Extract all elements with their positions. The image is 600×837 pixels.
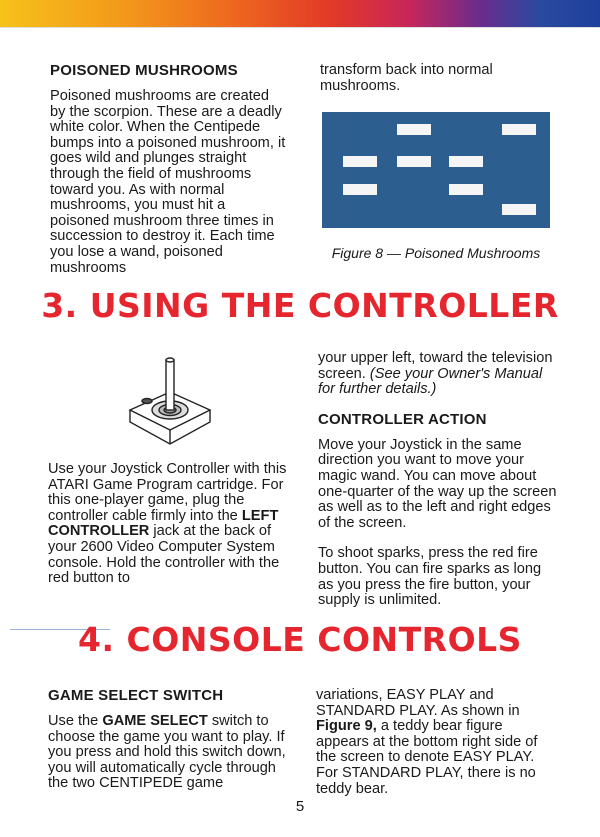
figure-9-reference: Figure 9,	[316, 718, 377, 735]
game-select-column	[48, 688, 286, 792]
poisoned-mushrooms-text: Poisoned mushrooms are created by the scorpion. These are a deadly white color. When the Centipede bumps into a poisoned mushroom, it goes wild and plunges straight through the field of mushrooms toward you. As with normal mushrooms, you must hit a poisoned mushroom three times in succession to destroy it. Each time you lose a wand, poisoned mushrooms	[50, 88, 286, 276]
section-4-title: 4. CONSOLE CONTROLS	[78, 620, 522, 659]
color-stripe-banner	[0, 0, 600, 27]
joystick-illustration	[122, 352, 218, 452]
poisoned-mushrooms-continued	[320, 63, 552, 94]
game-select-term: GAME SELECT	[102, 713, 208, 729]
controller-action-heading: CONTROLLER ACTION	[318, 410, 487, 428]
mushroom-block	[343, 184, 377, 195]
controller-right-column	[318, 351, 558, 609]
fire-button-text: To shoot sparks, press the red fire button. You can fire sparks as long as you press the fire button, your supply is unlimited.	[318, 545, 542, 609]
game-variations-text: variations, EASY PLAY and STANDARD PLAY. As shown in Figure 9, a teddy bear figure appears at the bottom right side of the screen to denote EASY PLAY. For STANDARD PLAY, there is no teddy bear.	[316, 687, 538, 797]
owners-manual-note: (See your Owner's Manual for further details.)	[318, 365, 543, 398]
left-controller-term: LEFT CONTROLLER	[48, 507, 279, 540]
mushroom-block	[397, 124, 431, 135]
controller-intro-column	[48, 462, 290, 587]
controller-right-intro: your upper left, toward the television screen. (See your Owner's Manual for further details.)	[318, 350, 553, 398]
game-select-text: Use the GAME SELECT switch to choose the game you want to play. If you press and hold this switch down, you will automatically cycle through the two CENTIPEDE game	[48, 713, 286, 792]
mushroom-block	[502, 124, 536, 135]
game-select-heading: GAME SELECT SWITCH	[48, 687, 224, 704]
mushroom-block	[343, 156, 377, 167]
figure-8-screen	[322, 112, 550, 228]
mushroom-block	[502, 204, 536, 215]
controller-intro-text: Use your Joystick Controller with this ATARI Game Program cartridge. For this one-player game, plug the controller cable firmly into the LEFT CONTROLLER jack at the back of your 2600 Video Computer System console. Hold the controller with the red button to	[48, 461, 287, 587]
poisoned-mushrooms-text-cont: transform back into normal mushrooms.	[320, 62, 493, 94]
page-number: 5	[295, 798, 305, 815]
controller-action-text: Move your Joystick in the same direction you want to move your magic wand. You can move about one-quarter of the way up the screen as well as to the left and right edges of the screen.	[318, 436, 557, 531]
section-3-title: 3. USING THE CONTROLLER	[41, 286, 559, 325]
mushroom-block	[397, 156, 431, 167]
figure-8-caption: Figure 8 — Poisoned Mushrooms	[331, 245, 541, 261]
mushroom-block	[449, 156, 483, 167]
poisoned-mushrooms-heading: POISONED MUSHROOMS	[50, 62, 238, 79]
game-variations-column	[316, 688, 556, 797]
mushroom-block	[449, 184, 483, 195]
poisoned-mushrooms-column	[50, 63, 288, 276]
